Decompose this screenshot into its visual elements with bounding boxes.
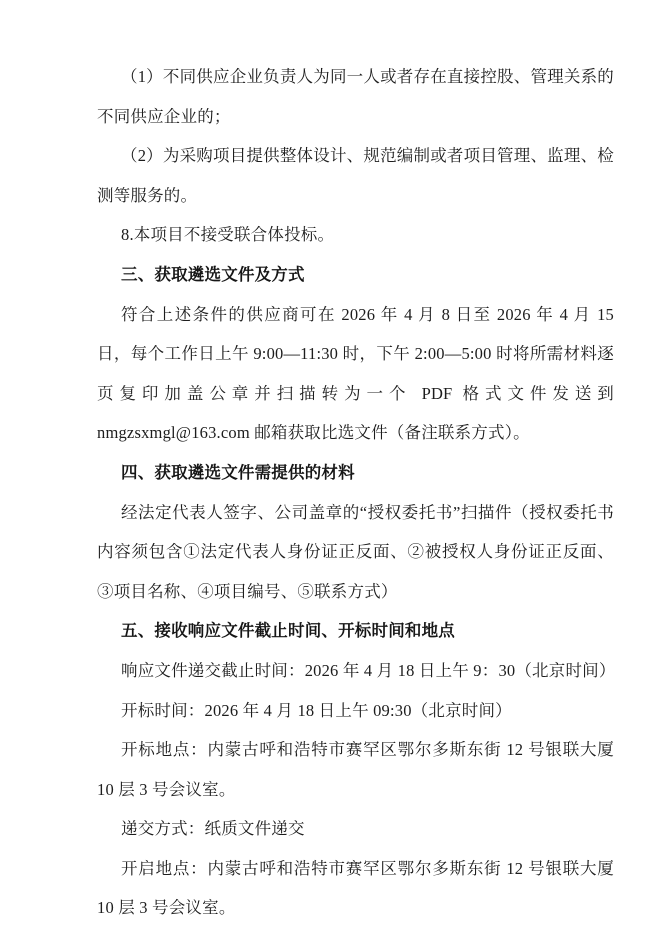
section-4-body: 经法定代表人签字、公司盖章的“授权委托书”扫描件（授权委托书内容须包含①法定代表人身份证正反面、②被授权人身份证正反面、③项目名称、④项目编号、⑤联系方式）	[97, 502, 614, 601]
paragraph-clause-2: （2）为采购项目提供整体设计、规范编制或者项目管理、监理、检测等服务的。	[97, 146, 614, 205]
section-3-body: 符合上述条件的供应商可在 2026 年 4 月 8 日至 2026 年 4 月 15 日，每个工作日上午 9:00—11:30 时，下午 2:00—5:00 时将所需材料逐页复印加盖公章并扫描转为一个 PDF 格式文件发送到 nmgzsxmgl@163.com 邮箱获取比选文件（备注联系方式）。	[97, 304, 614, 443]
document-body	[97, 57, 614, 928]
paragraph-bid-opening-time: 开标时间：2026 年 4 月 18 日上午 09:30（北京时间）	[121, 700, 512, 720]
paragraph-response-deadline: 响应文件递交截止时间：2026 年 4 月 18 日上午 9：30（北京时间）	[121, 660, 616, 680]
paragraph-submission-method: 递交方式：纸质文件递交	[121, 819, 305, 839]
section-3-heading: 三、获取遴选文件及方式	[121, 264, 305, 284]
paragraph-opening-place: 开启地点：内蒙古呼和浩特市赛罕区鄂尔多斯东街 12 号银联大厦 10 层 3 号会议室。	[97, 858, 614, 918]
paragraph-clause-1: （1）不同供应企业负责人为同一人或者存在直接控股、管理关系的不同供应企业的；	[97, 67, 614, 126]
section-5-heading: 五、接收响应文件截止时间、开标时间和地点	[121, 621, 455, 641]
paragraph-clause-8: 8.本项目不接受联合体投标。	[121, 225, 335, 245]
paragraph-bid-opening-place: 开标地点：内蒙古呼和浩特市赛罕区鄂尔多斯东街 12 号银联大厦 10 层 3 号会议室。	[97, 740, 614, 799]
section-4-heading: 四、获取遴选文件需提供的材料	[121, 462, 355, 482]
